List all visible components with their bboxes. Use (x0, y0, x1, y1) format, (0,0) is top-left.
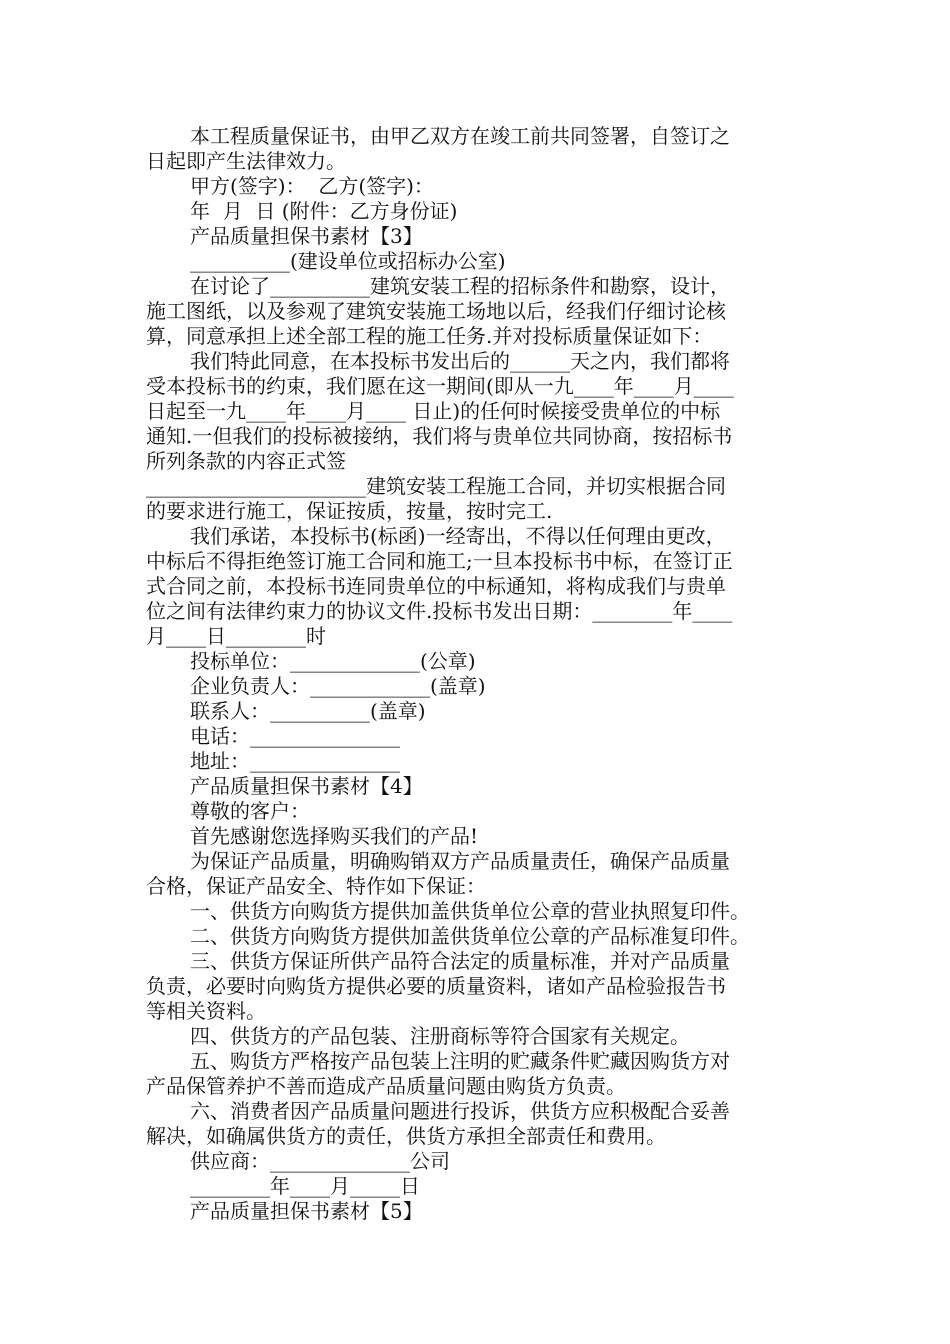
list-item-line: 六、消费者因产品质量问题进行投诉，供货方应积极配合妥善 (190, 1099, 730, 1123)
paragraph-line: 在讨论了__________建筑安装工程的招标条件和勘察，设计， (190, 274, 730, 298)
section-heading: 产品质量担保书素材【3】 (190, 224, 423, 248)
paragraph-line: ______________________建筑安装工程施工合同，并切实根据合同 (146, 474, 726, 498)
paragraph-line: 为保证产品质量，明确购销双方产品质量责任，确保产品质量 (190, 849, 730, 873)
list-item-line: 负责，必要时向购货方提供必要的质量资料，诸如产品检验报告书 (146, 974, 726, 998)
list-item-line: 等相关资料。 (146, 999, 266, 1023)
paragraph-line: 算，同意承担上述全部工程的施工任务.并对投标质量保证如下： (146, 324, 713, 348)
list-item-line: 二、供货方向购货方提供加盖供货单位公章的产品标准复印件。 (190, 924, 750, 948)
paragraph-line: 施工图纸，以及参观了建筑安装施工场地以后，经我们仔细讨论核 (146, 299, 726, 323)
form-field-line: 电话：_______________ (190, 724, 400, 748)
addressee-line: __________(建设单位或招标办公室) (190, 249, 506, 273)
list-item-line: 解决，如确属供货方的责任，供货方承担全部责任和费用。 (146, 1124, 666, 1148)
supplier-signature-line: 供应商：______________公司 (190, 1149, 450, 1173)
salutation-line: 尊敬的客户： (190, 799, 310, 823)
paragraph-line: 月____日________时 (146, 624, 326, 648)
paragraph-line: 的要求进行施工，保证按质，按量，按时完工. (146, 499, 553, 523)
signature-line: 甲方(签字)： 乙方(签字)： (190, 174, 434, 198)
paragraph-line: 中标后不得拒绝签订施工合同和施工;一旦本投标书中标，在签订正 (146, 549, 733, 573)
paragraph-line: 受本投标书的约束，我们愿在这一期间(即从一九____年____月____ (146, 374, 734, 398)
form-field-line: 企业负责人：____________(盖章) (190, 674, 486, 698)
list-item-line: 产品保管养护不善而造成产品质量问题由购货方负责。 (146, 1074, 626, 1098)
paragraph-line: 首先感谢您选择购买我们的产品! (190, 824, 479, 848)
date-line: 年 月 日 (附件：乙方身份证) (190, 199, 458, 223)
paragraph-line: 本工程质量保证书，由甲乙双方在竣工前共同签署，自签订之 (190, 124, 730, 148)
section-heading: 产品质量担保书素材【4】 (190, 774, 423, 798)
date-line: ________年____月_____日 (190, 1174, 420, 1198)
paragraph-line: 我们特此同意，在本投标书发出后的______天之内，我们都将 (190, 349, 730, 373)
paragraph-line: 所列条款的内容正式签 (146, 449, 346, 473)
paragraph-line: 日起至一九____年____月____ 日止)的任何时候接受贵单位的中标 (146, 399, 721, 423)
form-field-line: 地址：_______________ (190, 749, 400, 773)
list-item-line: 三、供货方保证所供产品符合法定的质量标准，并对产品质量 (190, 949, 730, 973)
paragraph-line: 式合同之前，本投标书连同贵单位的中标通知，将构成我们与贵单 (146, 574, 726, 598)
list-item-line: 四、供货方的产品包装、注册商标等符合国家有关规定。 (190, 1024, 690, 1048)
paragraph-line: 我们承诺，本投标书(标函)一经寄出，不得以任何理由更改， (190, 524, 726, 548)
list-item-line: 一、供货方向购货方提供加盖供货单位公章的营业执照复印件。 (190, 899, 750, 923)
form-field-line: 联系人：__________(盖章) (190, 699, 426, 723)
paragraph-line: 合格，保证产品安全、特作如下保证： (146, 874, 486, 898)
paragraph-line: 日起即产生法律效力。 (146, 149, 346, 173)
paragraph-line: 位之间有法律约束力的协议文件.投标书发出日期：________年____ (146, 599, 733, 623)
form-field-line: 投标单位：_____________(公章) (190, 649, 476, 673)
section-heading: 产品质量担保书素材【5】 (190, 1199, 423, 1223)
paragraph-line: 通知.一但我们的投标被接纳，我们将与贵单位共同协商，按招标书 (146, 424, 733, 448)
list-item-line: 五、购货方严格按产品包装上注明的贮藏条件贮藏因购货方对 (190, 1049, 730, 1073)
